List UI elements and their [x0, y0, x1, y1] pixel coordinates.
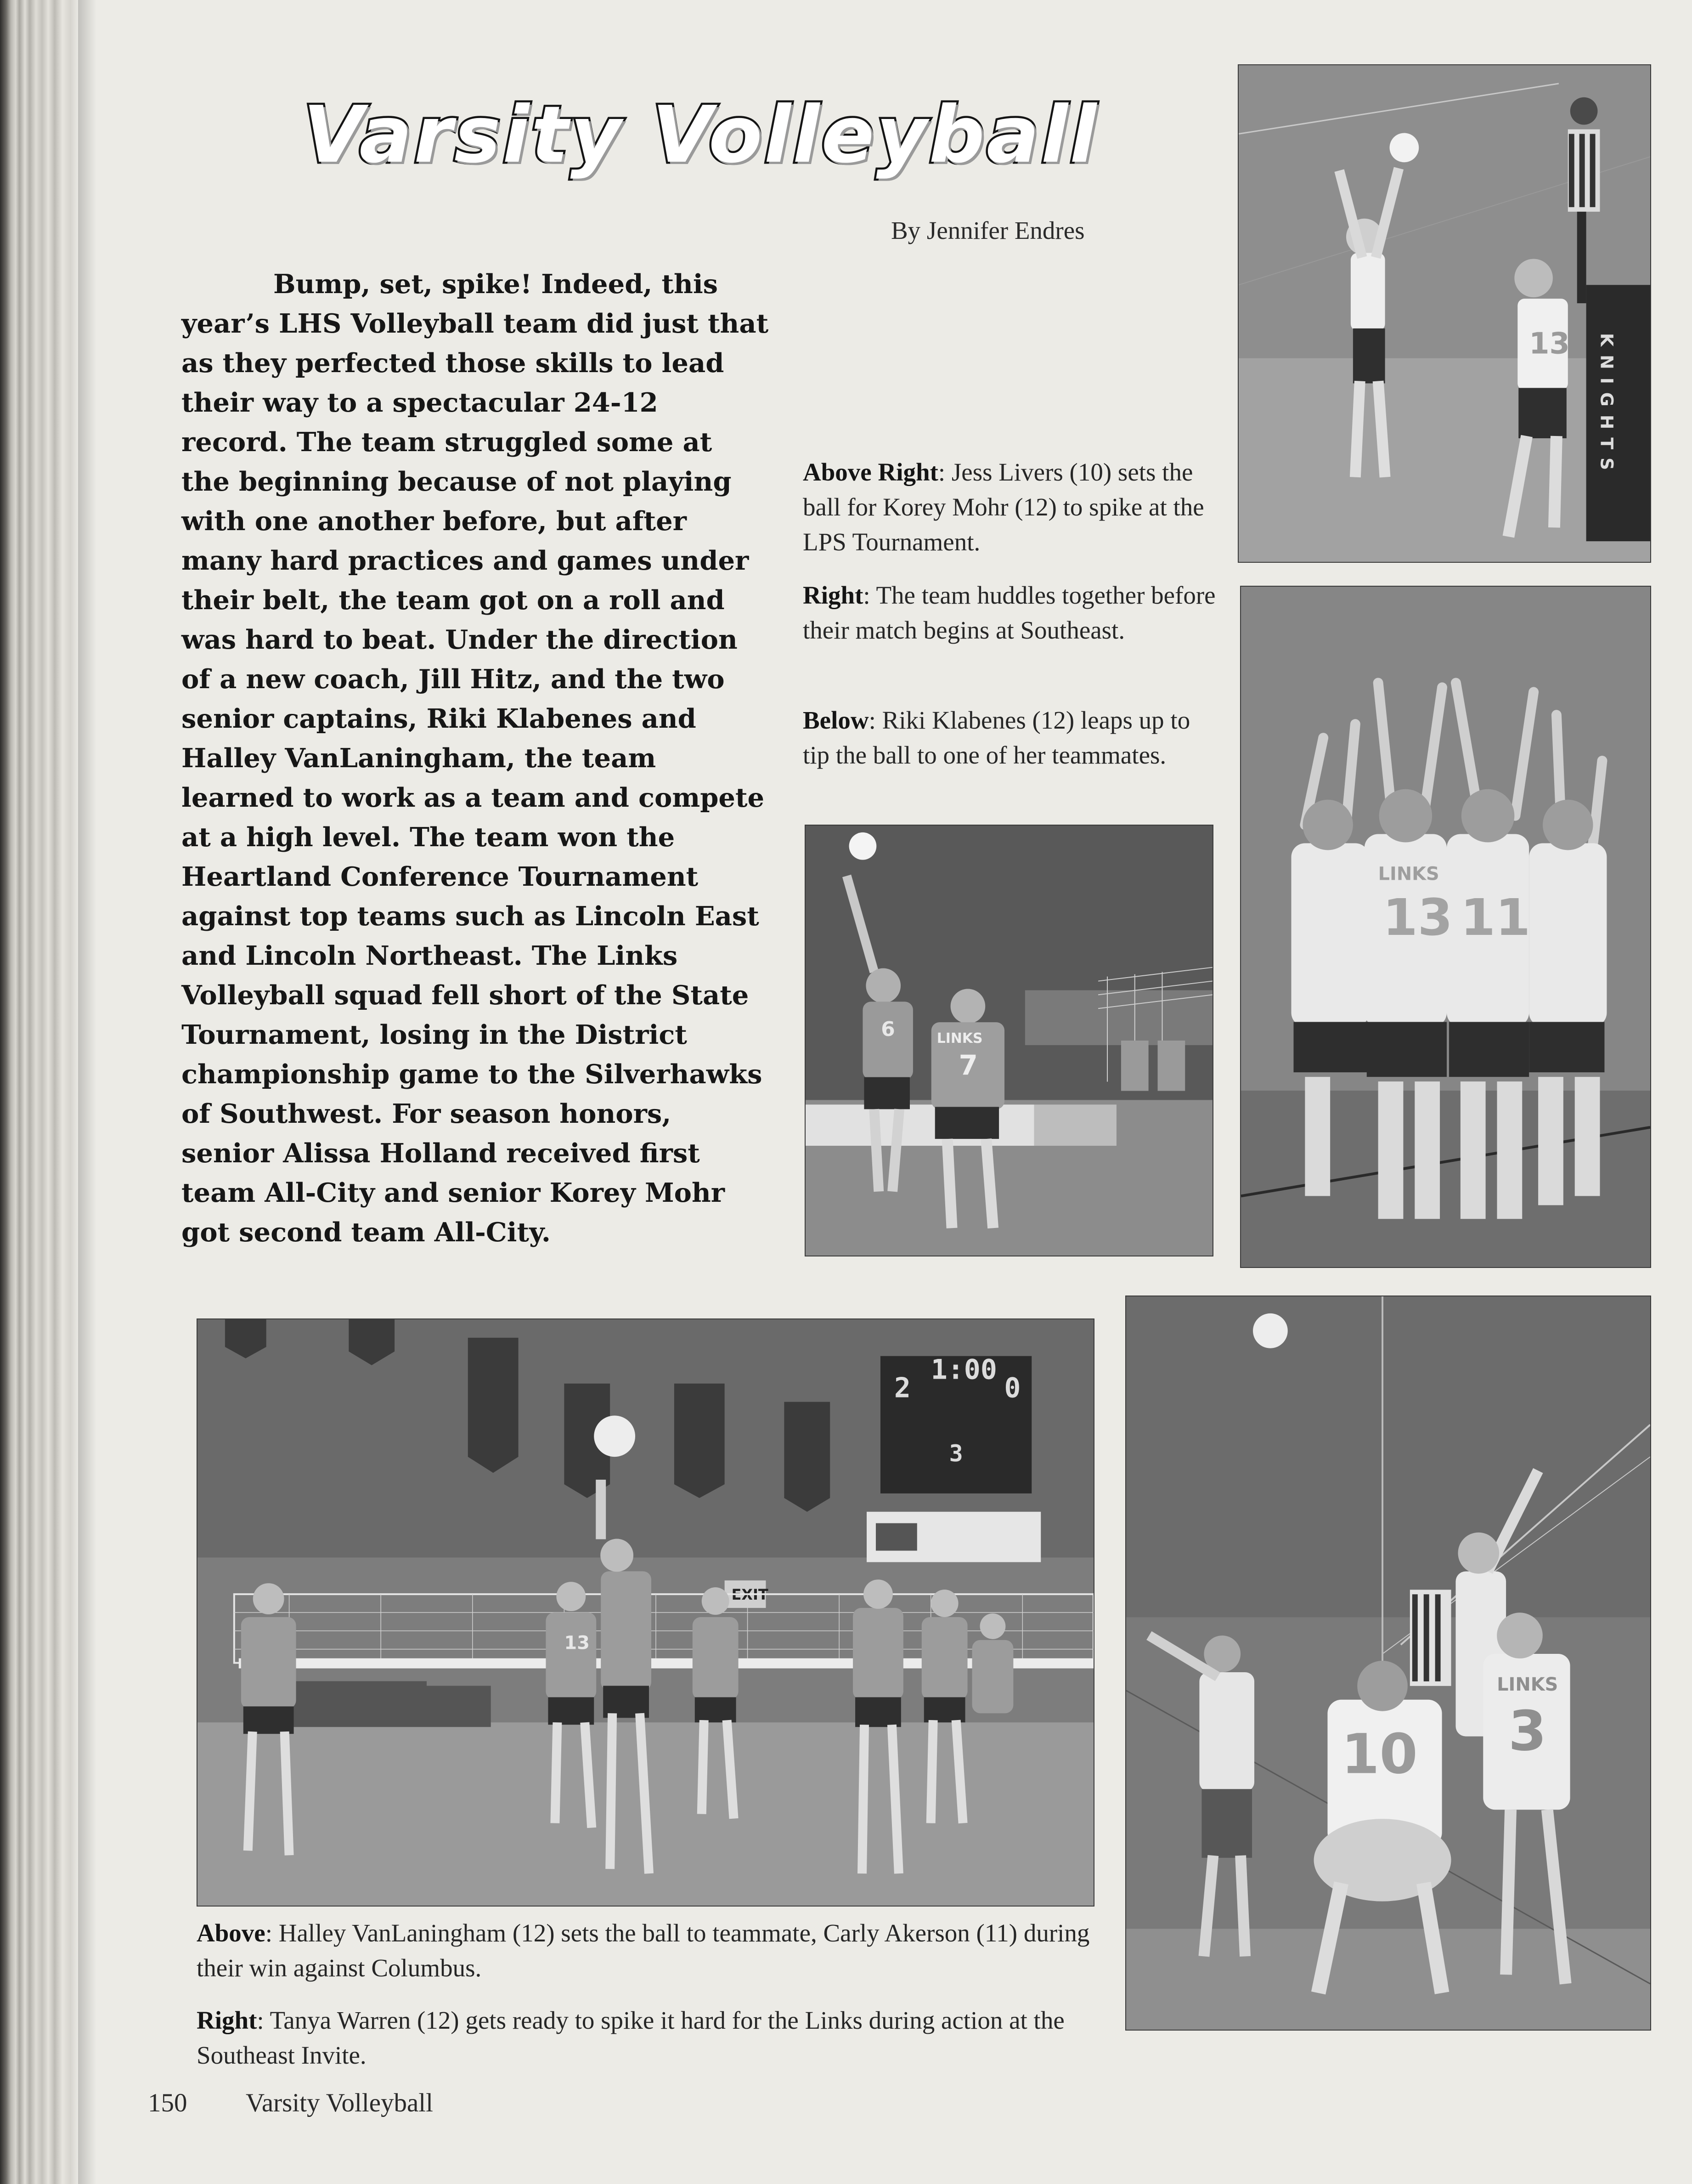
caption-above-text: : Halley VanLaningham (12) sets the ball to teammate, Carly Akerson (11) during their win against Columbus.	[197, 1919, 1090, 1982]
photo-tip-ball-image	[806, 826, 1213, 1256]
footer-section-title: Varsity Volleyball	[246, 2088, 433, 2117]
caption-right-label: Right	[803, 581, 863, 609]
scoreboard-left-score: 2	[894, 1372, 911, 1404]
photo-set-against-columbus-image	[197, 1319, 1094, 1906]
photo-set-for-spike-image	[1239, 65, 1650, 562]
jersey-number-13: 13	[1529, 327, 1570, 361]
scoreboard-period: 3	[949, 1440, 963, 1467]
book-binding-edge	[0, 0, 78, 2184]
caption-below-label: Below	[803, 706, 869, 734]
tip-photo-jersey-links: LINKS	[936, 1030, 983, 1047]
tip-photo-jersey-6: 6	[881, 1018, 895, 1041]
caption-right-text: : The team huddles together before their match begins at Southeast.	[803, 581, 1216, 644]
tip-photo-jersey-7: 7	[959, 1050, 978, 1082]
binding-shadow	[78, 0, 96, 2184]
caption-above-right-text: : Jess Livers (10) sets the ball for Korey Mohr (12) to spike at the LPS Tournament.	[803, 458, 1204, 556]
wide-photo-jersey-13: 13	[564, 1632, 590, 1654]
huddle-jersey-13: 13	[1382, 888, 1453, 947]
page-number: 150	[148, 2088, 187, 2117]
scoreboard-right-score: 0	[1004, 1372, 1021, 1404]
huddle-jersey-links: LINKS	[1378, 863, 1439, 885]
caption-above-right-label: Above Right	[803, 458, 938, 486]
caption-right-bottom-label: Right	[197, 2006, 257, 2034]
spike-photo-jersey-links: LINKS	[1497, 1674, 1558, 1695]
photo-spike-southeast-image	[1126, 1296, 1650, 2030]
caption-above-right	[803, 455, 1216, 560]
scoreboard-clock: 1:00	[931, 1353, 997, 1386]
caption-right	[803, 578, 1221, 648]
photo-team-huddle	[1240, 586, 1651, 1268]
caption-below-text: : Riki Klabenes (12) leaps up to tip the ball to one of her teammates.	[803, 706, 1190, 769]
photo-set-for-spike	[1238, 64, 1651, 563]
exit-sign: EXIT	[731, 1586, 768, 1604]
caption-above	[197, 1916, 1097, 1986]
spike-photo-jersey-3: 3	[1508, 1699, 1547, 1764]
caption-right-bottom-text: : Tanya Warren (12) gets ready to spike it hard for the Links during action at the Southeast Invite.	[197, 2006, 1065, 2069]
caption-right-bottom	[197, 2003, 1097, 2073]
caption-above-label: Above	[197, 1919, 265, 1947]
story-body: Bump, set, spike! Indeed, this year’s LHS Volleyball team did just that as they perfected those skills to lead their way to a spectacular 24-12 record. The team struggled some at the beginning because of not playing with one another before, but after many hard practices and games under their belt, the team got on a roll and was hard to beat. Under the direction of a new coach, Jill Hitz, and the two senior captains, Riki Klabenes and Halley VanLaningham, the team learned to work as a team and compete at a high level. The team won the Heartland Conference Tournament against top teams such as Lincoln East and Lincoln Northeast. The Links Volleyball squad fell short of the State Tournament, losing in the District championship game to the Silverhawks of Southwest. For season honors, senior Alissa Holland received first team All-City and senior Korey Mohr got second team All-City.	[181, 268, 769, 1248]
knights-wall-banner: KNIGHTS	[1596, 333, 1617, 479]
photo-tip-ball	[805, 825, 1213, 1256]
huddle-jersey-11: 11	[1460, 888, 1531, 947]
photo-spike-southeast	[1125, 1296, 1651, 2031]
page-title: Varsity Volleyball	[303, 90, 1099, 181]
photo-team-huddle-image	[1241, 587, 1650, 1267]
byline: By Jennifer Endres	[891, 216, 1085, 244]
caption-below	[803, 703, 1212, 773]
photo-set-against-columbus	[197, 1318, 1094, 1907]
spike-photo-jersey-10: 10	[1341, 1722, 1418, 1787]
